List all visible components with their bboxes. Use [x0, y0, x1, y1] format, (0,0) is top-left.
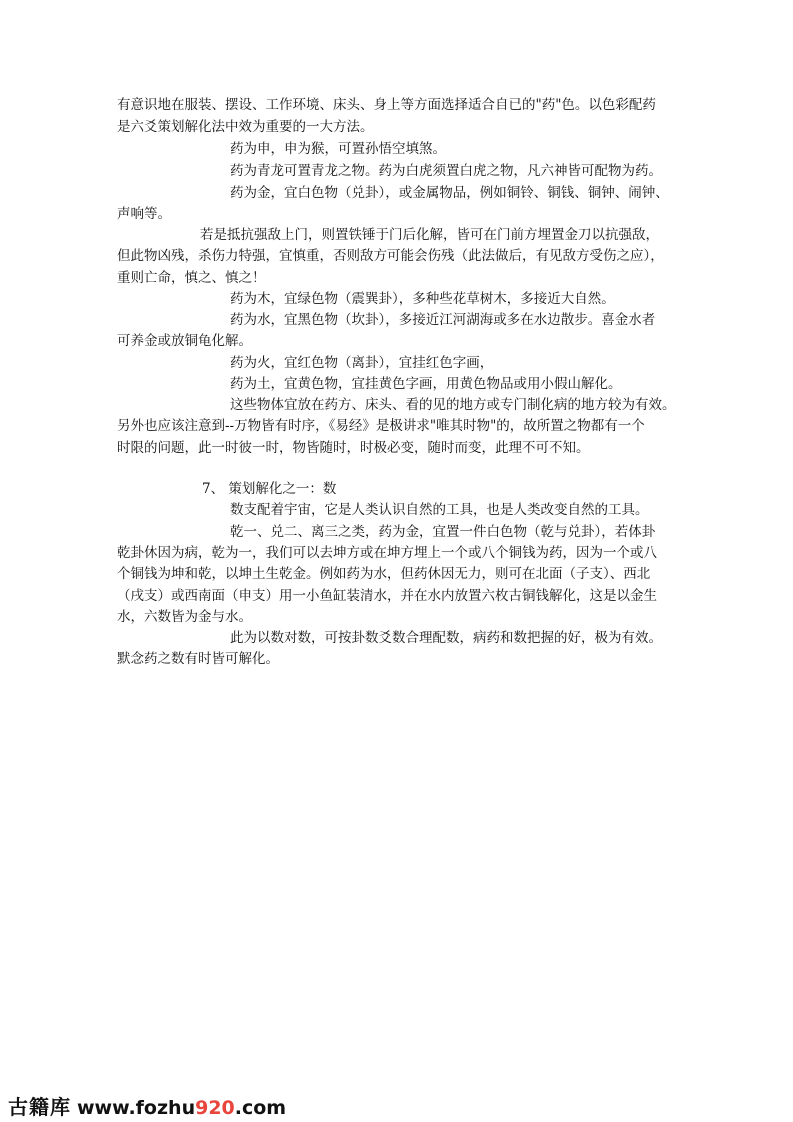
- text-line: 有意识地在服装、摆设、工作环境、床头、身上等方面选择适合自已的"药"色。以色彩配药: [117, 97, 656, 113]
- text-line: 这些物体宜放在药方、床头、看的见的地方或专门制化病的地方较为有效。: [230, 397, 676, 413]
- text-line: 药为金，宜白色物（兑卦），或金属物品，例如铜铃、铜钱、铜钟、闹钟、: [230, 185, 669, 201]
- text-line: 药为土，宜黄色物，宜挂黄色字画，用黄色物品或用小假山解化。: [230, 376, 622, 392]
- text-line: 数支配着宇宙，它是人类认识自然的工具，也是人类改变自然的工具。: [230, 502, 649, 518]
- site-url-prefix: www.fozhu: [77, 1097, 196, 1119]
- text-line: 时限的问题，此一时彼一时，物皆随时，时极必变，随时而变，此理不可不知。: [117, 440, 590, 456]
- text-line: 声响等。: [117, 206, 171, 222]
- section-heading: 7、 策划解化之一：数: [202, 481, 337, 497]
- text-line: 药为木，宜绿色物（震巽卦），多种些花草树木，多接近大自然。: [230, 291, 615, 307]
- site-name: 古籍库: [8, 1095, 71, 1119]
- text-line: 乾一、兑二、离三之类，药为金，宜置一件白色物（乾与兑卦），若体卦: [230, 524, 656, 540]
- text-line: 乾卦休因为病，乾为一，我们可以去坤方或在坤方埋上一个或八个铜钱为药，因为一个或八: [117, 545, 657, 561]
- text-line: 但此物凶残，杀伤力特强，宜慎重，否则敌方可能会伤残（此法做后，有见敌方受伤之应），: [117, 248, 664, 264]
- site-url-suffix: .com: [234, 1097, 287, 1119]
- text-line: 水，六数皆为金与水。: [117, 609, 252, 625]
- text-line: （戌支）或西南面（申支）用一小鱼缸装清水，并在水内放置六枚古铜钱解化，这是以金生: [117, 588, 657, 604]
- site-url-number: 920: [195, 1097, 235, 1119]
- text-line: 可养金或放铜龟化解。: [117, 333, 252, 349]
- text-line: 药为申，申为猴，可置孙悟空填煞。: [230, 141, 446, 157]
- text-line: 药为水，宜黑色物（坎卦），多接近江河湖海或多在水边散步。喜金水者: [230, 312, 656, 328]
- text-line: 是六爻策划解化法中效为重要的一大方法。: [117, 119, 374, 135]
- text-line: 个铜钱为坤和乾，以坤土生乾金。例如药为水，但药休因无力，则可在北面（子支）、西北: [117, 566, 651, 582]
- text-line: 药为火，宜红色物（离卦），宜挂红色字画，: [230, 355, 494, 371]
- site-watermark: [8, 1091, 287, 1121]
- text-line: 此为以数对数，可按卦数爻数合理配数，病药和数把握的好，极为有效。: [230, 630, 662, 646]
- text-line: 另外也应该注意到--万物皆有时序，《易经》是极讲求"唯其时物"的，故所置之物都有一个: [117, 418, 645, 434]
- text-line: 默念药之数有时皆可解化。: [117, 651, 279, 667]
- text-line: 若是抵抗强敌上门，则置铁锤于门后化解，皆可在门前方埋置金刀以抗强敌，: [200, 227, 659, 243]
- text-line: 药为青龙可置青龙之物。药为白虎须置白虎之物，凡六神皆可配物为药。: [230, 163, 662, 179]
- text-line: 重则亡命，慎之、慎之！: [117, 270, 266, 286]
- site-url: [77, 1097, 286, 1119]
